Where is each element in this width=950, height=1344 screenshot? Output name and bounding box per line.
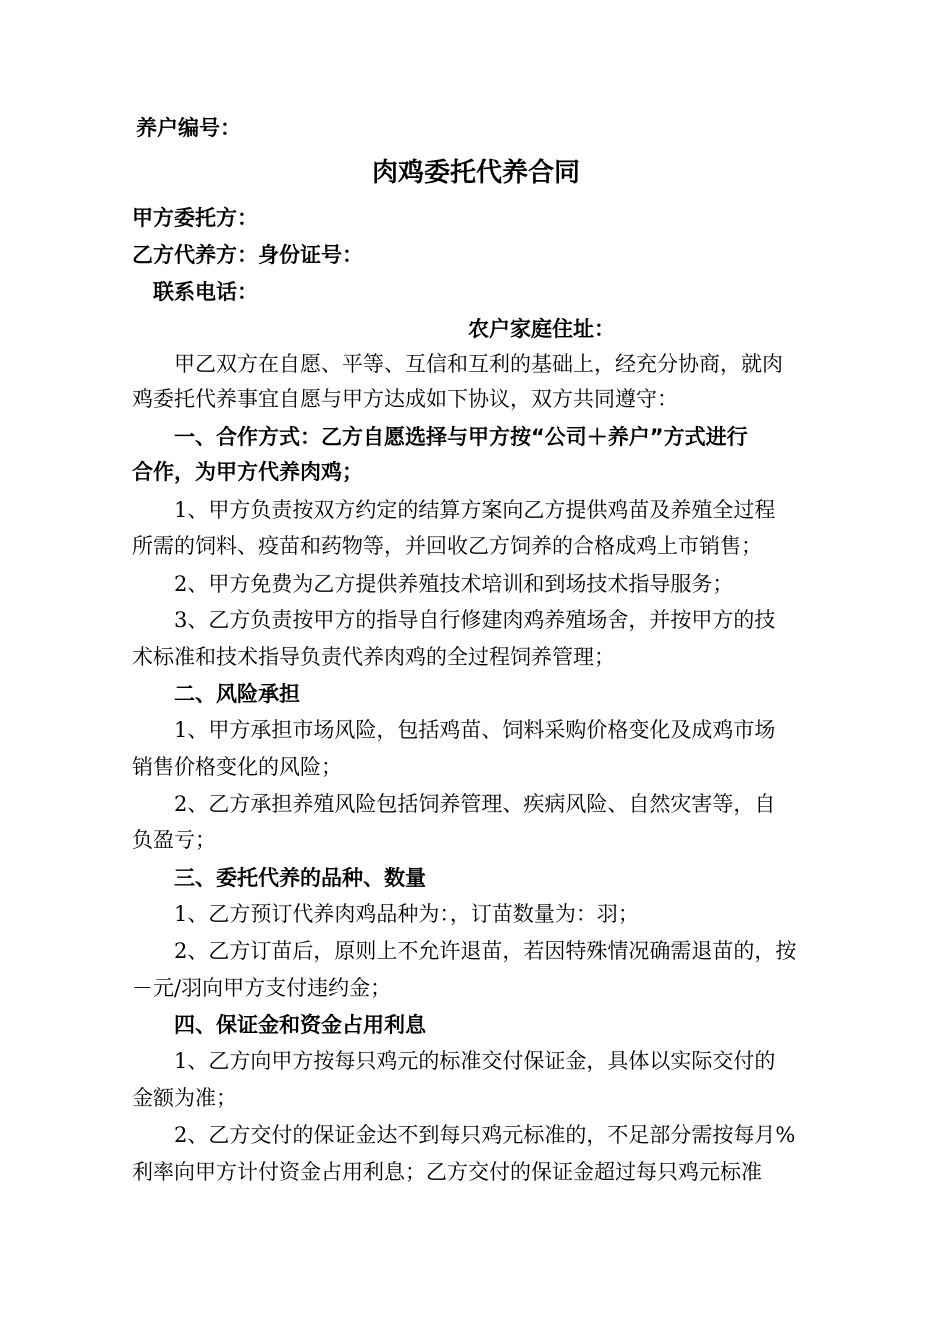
farmer-number-label: 养户编号： [136, 116, 241, 140]
section1-item3-line-1: 3、乙方负责按甲方的指导自行修建肉鸡养殖场舍，并按甲方的技 [174, 608, 776, 632]
address-label: 农户家庭住址： [468, 317, 615, 341]
section2-item2-line-1: 2、乙方承担养殖风险包括饲养管理、疾病风险、自然灾害等，自 [174, 792, 776, 816]
section4-heading: 四、保证金和资金占用利息 [174, 1013, 426, 1037]
section1-item3-line-2: 术标准和技术指导负责代养肉鸡的全过程饲养管理； [132, 645, 615, 669]
section1-item1-line-1: 1、甲方负责按双方约定的结算方案向乙方提供鸡苗及养殖全过程 [174, 498, 776, 522]
section4-item1-line-1: 1、乙方向甲方按每只鸡元的标准交付保证金，具体以实际交付的 [174, 1049, 776, 1073]
section4-item2-line-2: 利率向甲方计付资金占用利息；乙方交付的保证金超过每只鸡元标准 [132, 1160, 762, 1184]
party-b-label: 乙方代养方：身份证号： [132, 243, 363, 267]
party-a-label: 甲方委托方： [132, 206, 258, 230]
section3-item2-line-2: －元/羽向甲方支付违约金； [132, 976, 392, 1000]
section3-item2-line-1: 2、乙方订苗后，原则上不允许退苗，若因特殊情况确需退苗的，按 [174, 939, 797, 963]
section4-item1-line-2: 金额为准； [132, 1086, 237, 1110]
section3-heading: 三、委托代养的品种、数量 [174, 866, 426, 890]
section2-item1-line-1: 1、甲方承担市场风险，包括鸡苗、饲料采购价格变化及成鸡市场 [174, 718, 776, 742]
document-title: 肉鸡委托代养合同 [372, 158, 581, 188]
section1-item2: 2、甲方免费为乙方提供养殖技术培训和到场技术指导服务； [174, 572, 734, 596]
intro-line-1: 甲乙双方在自愿、平等、互信和互利的基础上，经充分协商，就肉 [174, 352, 783, 376]
section2-item1-line-2: 销售价格变化的风险； [132, 755, 342, 779]
intro-line-2: 鸡委托代养事宜自愿与甲方达成如下协议，双方共同遵守： [132, 387, 678, 411]
section2-heading: 二、风险承担 [174, 682, 300, 706]
section4-item2-line-1: 2、乙方交付的保证金达不到每只鸡元标准的，不足部分需按每月% [174, 1123, 796, 1147]
section3-item1: 1、乙方预订代养肉鸡品种为：，订苗数量为：羽； [174, 902, 639, 926]
section1-heading-line-2: 合作，为甲方代养肉鸡； [132, 460, 363, 484]
section2-item2-line-2: 负盈亏； [132, 828, 216, 852]
section1-heading-line-1: 一、合作方式：乙方自愿选择与甲方按“公司＋养户”方式进行 [174, 425, 748, 449]
section1-item1-line-2: 所需的饲料、疫苗和药物等，并回收乙方饲养的合格成鸡上市销售； [132, 534, 762, 558]
phone-label: 联系电话： [153, 280, 258, 304]
